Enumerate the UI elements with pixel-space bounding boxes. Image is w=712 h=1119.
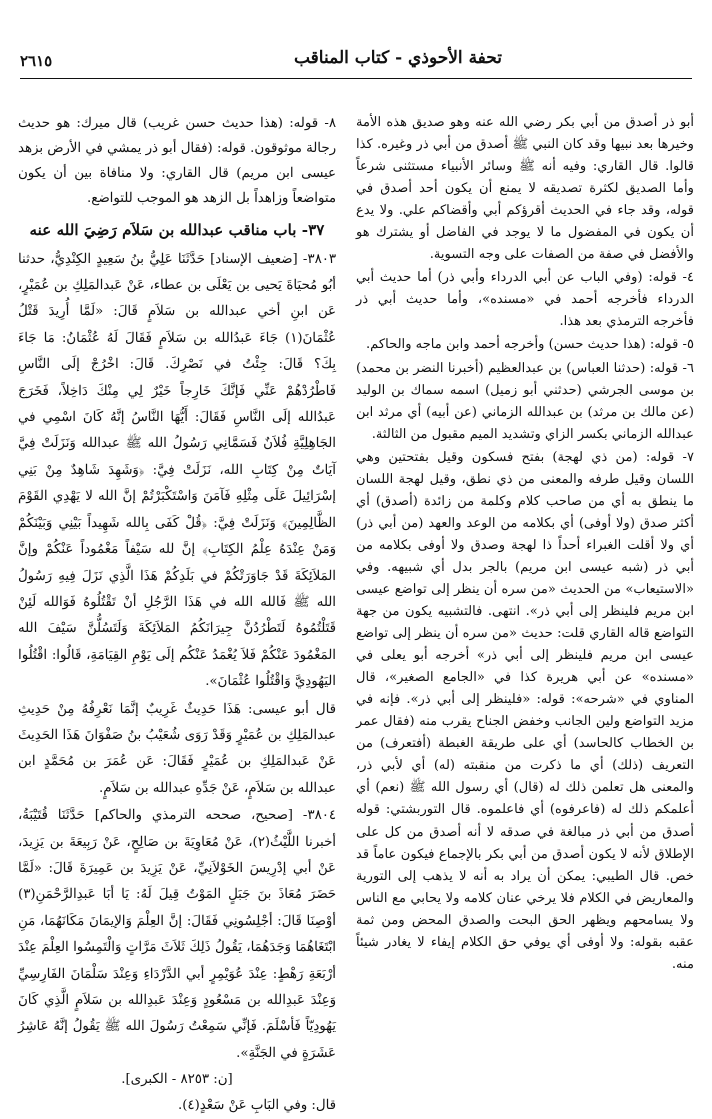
commentary-note-7: ٧- قوله: (من ذي لهجة) بفتح فسكون وقيل بفتحتين وهي اللسان وقيل طرفه والمعنى من ذي نطق، وقيل لهجة اللسان ما ينطق به أي من صاحب كلام وكلمة من زائدة (أصدق) أي أكثر صدق (ولا أوفى) أي بكلامه من الوعد والعهد (من أبي ذر) أي ولا أقلت الغبراء أحداً ذا لهجة وصدق ولا أوفى بكلامه من أبي ذر (شبه عيسى ابن مريم) بالجر بدل أي شبيهه. وفي «الاستيعاب» من الحديث «من سره أن ينظر إلى تواضع عيسى ابن مريم فلينظر إلى أبي ذر». انتهى. فالتشبيه يكون من جهة التواضع قاله القاري قلت: حديث «من سره أن ينظر إلى تواضع عيسى ابن مريم فلينظر إلى أبي ذر» أخرجه أبو يعلى في «مسنده» عن أبي هريرة كذا في «الجامع الصغير»، قال المناوي في «شرحه»: قوله: «فلينظر إلى أبي ذر». فإنه في مزيد التواضع ولين الجانب وخفض الجناح يقرب منه (فقال عمر بن الخطاب كالحاسد) أي على طريقة الغبطة (أفتعرف) من التعريف (ذلك) أي ما ذكرت من منقبته (له) أي لأبي ذر، والمعنى هل تعلمن ذلك له (قال) أي رسول الله ﷺ (نعم) أي أعلمكم ذلك له (فاعرفوه) أي فاعلموه. قال التوربشتي: قوله أصدق من أبي ذر مبالغة في صدقه لا أنه أصدق من كل على الإطلاق لأنه لا يكون أصدق من أبي بكر بالإجماع فيكون عاماً قد خص. قال الطيبي: يمكن أن يراد به أنه لا يذهب إلى التورية والمعاريض في الكلام فلا يرخي عنان كلامه ولا يحابي مع الناس ولا يسامحهم ويظهر الحق البحت والصدق المحض ومن ثمة عقبه بقوله: ولا أوفى أي يوفي حق الكلام إيفاء لا يغادر شيئاً منه. — [356, 449, 694, 972]
commentary-note-4: ٤- قوله: (وفي الباب عن أبي الدرداء وأبي ذر) أما حديث أبي الدرداء فأخرجه أحمد في «مسنده»، وأما حديث أبي ذر فأخرجه الترمذي بعد هذا. — [356, 270, 694, 330]
commentary-column — [356, 112, 694, 1083]
page-number: ٢٦١٥ — [20, 52, 53, 70]
page-header — [20, 44, 692, 78]
source-reference: [ن: ٨٢٥٣ - الكبرى]. — [121, 1072, 233, 1088]
hadith-column — [18, 112, 336, 1114]
hadith-3803: ٣٨٠٣- [ضعيف الإسناد] حَدَّثَنَا عَلِيُّ بنُ سَعِيدٍ الكِنْدِيُّ، حدثنا أبُو مُحيَاةَ يَحيى بن يَعْلَى بن عطاء، عَنْ عَبدالمَلِكِ بن عُمَيْرٍ، عَن ابنِ أخي عبدالله بن سَلاَمٍ قَالَ: «لَمَّا أُرِيدَ قَتْلُ عُثْمَانَ(١) جَاءَ عَبدُالله بن سَلاَمٍ فَقَالَ لَهُ عُثْمَانُ: مَا جَاءَ بِكَ؟ قَالَ: جِئْتُ في نَصْرِكَ. قَالَ: اخْرُجْ إلَى النَّاسِ فَاطْرُدْهُمْ عَنِّي فَإنَّكَ خَارِجاً خَيْرٌ لِي مِنْكَ دَاخِلاً، فَخَرَجَ عَبدُالله إلَى النَّاسِ فَقَالَ: أَيُّهَا النَّاسُ إنَّهُ كَانَ اسْمِي في الجَاهِلِيَّةِ فُلاَنٌ فَسَمَّانِي رَسُولُ الله ﷺ عبدالله وَنَزَلَتْ فِيَّ آيَاتٌ مِنْ كِتَابِ الله، نَزَلَتْ فِيَّ: ﴿وَشَهِدَ شَاهِدٌ مِنْ بَنِي إسْرَائِيلَ عَلَى مِثْلِهِ فَآمَنَ وَاسْتَكْبَرْتُمْ إنَّ الله لا يَهْدِي القَوْمَ الظَّالِمِينَ﴾ وَنَزَلَتْ فِيَّ: ﴿قُلْ كَفَى بِالله شَهِيداً بَيْنِي وَبَيْنَكُمْ وَمَنْ عِنْدَهُ عِلْمُ الكِتَابِ﴾ إنَّ لله سَيْفاً مَغْمُوداً عَنْكُمْ وإنَّ المَلاَئِكَةَ قَدْ جَاوَرَتْكُمْ في بَلَدِكُمْ هَذَا الَّذِي نَزَلَ فِيهِ رَسُولُ الله ﷺ فَالله الله في هَذَا الرَّجُلِ أنْ تَقْتُلُوهُ فَوَالله لَئِنْ قَتَلْتُمُوهُ لَتَطْرُدُنَّ جِيرَانَكُمُ المَلاَئِكَةَ وَلَتَسُلُّنَّ سَيْفَ الله المَغْمُودَ عَنْكُمْ فَلاَ يُغْمَدُ عَنْكُم إلَى يَوْمِ القِيَامَةِ، قَالُوا: اقْتُلُوا اليَهُودِيَّ وَاقْتُلُوا عُثْمَانَ». — [18, 251, 336, 690]
abu-isa-note: قال أبو عيسى: هَذَا حَدِيثٌ غَرِيبٌ إنَّمَا نَعْرِفُهُ مِنْ حَدِيثِ عبدالمَلِكِ بن عُمَيْرٍ وَقَدْ رَوَى شُعَيْبُ بنُ صَفْوَانَ هَذَا الحَدِيثَ عَنْ عَبدالمَلِكِ بن عُمَيْرٍ فَقَالَ: عَن عُمَرَ بن مُحَمَّدٍ ابن عبدالله بن سَلاَمٍ، عَنْ جَدِّهِ عبدالله بن سَلاَمٍ. — [18, 701, 336, 796]
commentary-note-8: ٨- قوله: (هذا حديث حسن غريب) قال ميرك: هو حديث رجالة موثوقون. قوله: (فقال أبو ذر يمشي في الأرض بزهد عيسى ابن مريم) قال القاري: ولا منافاة بين أن يكون متواضعاً وزاهداً بل الزهد هو الموجب للتواضع. — [18, 116, 336, 206]
running-title: تحفة الأحوذي - كتاب المناقب — [293, 48, 502, 68]
commentary-note-5: ٥- قوله: (هذا حديث حسن) وأخرجه أحمد وابن ماجه والحاكم. — [366, 337, 694, 353]
header-divider — [20, 78, 692, 79]
hadith-3804: ٣٨٠٤- [صحيح، صححه الترمذي والحاكم] حَدَّثَنَا قُتَيْبَةُ، أخبرنا اللَّيْثُ(٢)، عَنْ مُعَاوِيَةَ بن صَالِحٍ، عَنْ رَبِيعَةَ بن يَزِيدَ، عَنْ أبي إدْرِيسَ الخَوْلاَنِيِّ، عَنْ يَزِيدَ بن عَمِيرَةَ قَالَ: «لَمَّا حَضَرَ مُعَاذَ بنَ جَبَلٍ المَوْتُ قِيلَ لَهُ: يَا أبَا عَبدِالرَّحْمَنِ(٣) أوْصِنَا قَالَ: أجْلِسُونِي فَقَالَ: إنَّ العِلْمَ وَالإيمَانَ مَكَانَهُمَا، مَنِ ابْتَغَاهُمَا وَجَدَهُمَا، يَقُولُ ذَلِكَ ثَلاَثَ مَرَّاتٍ وَالْتَمِسُوا العِلْمَ عِنْدَ أرْبَعَةِ رَهْطٍ: عِنْدَ عُوَيْمِرٍ أبي الدَّرْدَاءِ وَعِنْدَ سَلْمَانَ الفَارِسِيِّ وَعِنْدَ عَبدِالله بن مَسْعُودٍ وَعِنْدَ عَبدِالله بن سَلاَمٍ الَّذِي كَانَ يَهُودِيّاً فَأسْلَمَ. فَإنِّي سَمِعْتُ رَسُولَ الله ﷺ يَقُولُ إنَّهُ عَاشِرُ عَشَرَةٍ في الجَنَّةِ». — [18, 808, 336, 1061]
commentary-note-6: ٦- قوله: (حدثنا العباس) بن عبدالعظيم (أخبرنا النضر بن محمد) بن موسى الجرشي (حدثني أبو زميل) اسمه سماك بن الوليد (عن مالك بن مرثد) بن عبدالله الزماني (عن أبيه) أي مرثد ابن عبدالله الزماني بكسر الزاي وتشديد الميم مقبول من الثالثة. — [356, 360, 694, 442]
closing-line: قال: وفي البَابِ عَنْ سَعْدٍ(٤). — [177, 1098, 336, 1114]
commentary-paragraph: أبو ذر أصدق من أبي بكر رضي الله عنه وهو صديق هذه الأمة وخيرها بعد نبيها وقد كان النبي ﷺ أصدق من أبي ذر وغيره. كذا قالوا. قال القاري: وفيه أنه ﷺ وسائر الأنبياء مستثنى شرعاً وأما الصديق لكثرة تصديقه لا يمنع أن يكون أحد أصدق في قوله، وقد جاء في الحديث أقرؤكم أبي وأقضاكم علي. ولا يدع أن يكون في المفضول ما لا يوجد في الفاضل أو يشترك هو والأفضل في صفة من الصفات على وجه التسوية. — [356, 115, 694, 263]
chapter-heading: ٣٧- باب مناقب عبدالله بن سَلاَم رَضِيَ الله عنه — [29, 220, 325, 239]
